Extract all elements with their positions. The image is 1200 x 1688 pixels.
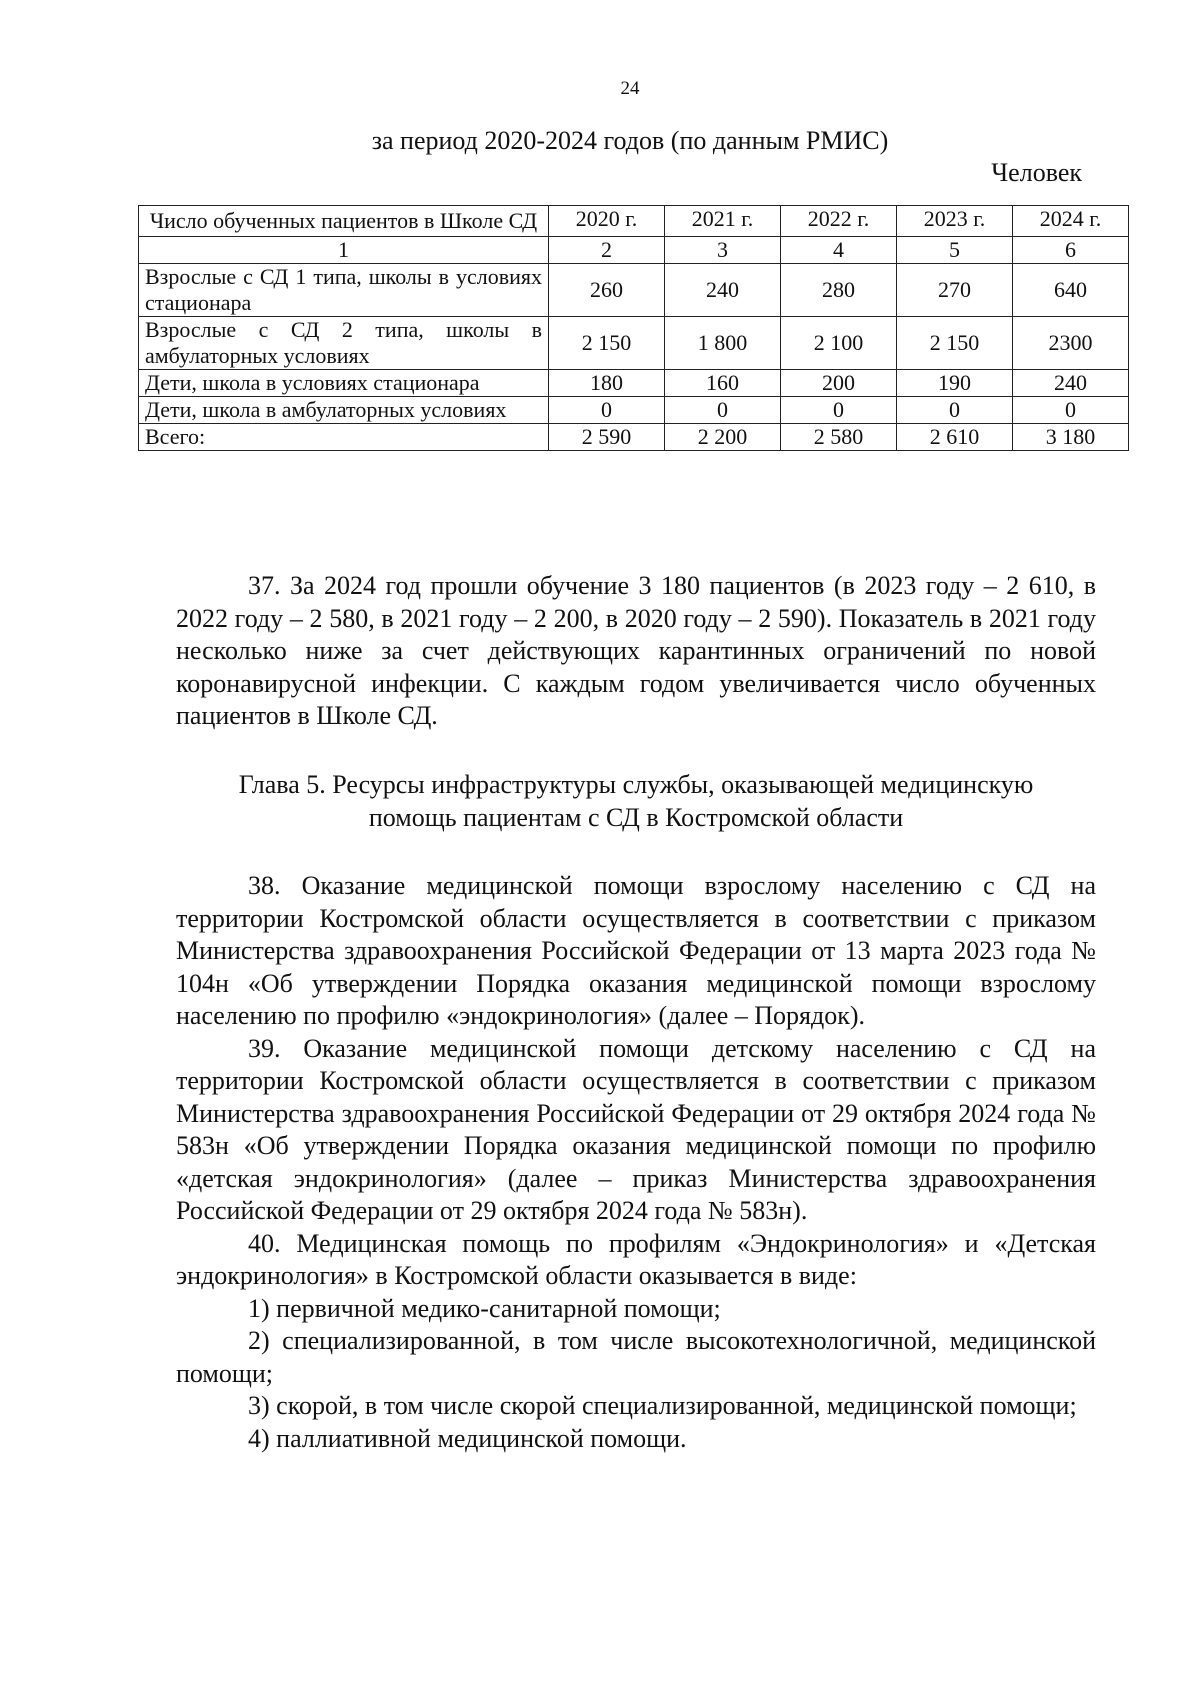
column-number-cell: 5 [897,237,1013,264]
table-header-row [139,206,1129,237]
table-cell: 240 [1013,370,1129,397]
list-item-3: 3) скорой, в том числе скорой специализированной, медицинской помощи; [248,1391,1077,1420]
table-cell: 200 [781,370,897,397]
table-cell: 2 610 [897,424,1013,451]
table-caption: за период 2020-2024 годов (по данным РМИС) [371,126,889,155]
table-cell: 270 [897,264,1013,317]
chapter-title-line-2: помощь пациентам с СД в Костромской области [368,803,904,832]
paragraph-37-block [176,570,1096,733]
table-cell: 0 [1013,397,1129,424]
paragraph-40: 40. Медицинская помощь по профилям «Эндокринология» и «Детская эндокринология» в Костромской области оказывается в виде: [176,1228,1096,1290]
table-cell: 160 [665,370,781,397]
row-label: Взрослые с СД 2 типа, школы в амбулаторных условиях [139,317,549,370]
table-cell: 2 580 [781,424,897,451]
paragraph-38: 38. Оказание медицинской помощи взрослому населению с СД на территории Костромской области осуществляется в соответствии с приказом Министерства здравоохранения Российской Федерации от 13 марта 2023 года № 104н «Об утверждении Порядка оказания медицинской помощи взрослому населению по профилю «эндокринология» (далее – Порядок). [176,871,1096,1030]
table-cell: 2 150 [549,317,665,370]
table-cell: 0 [549,397,665,424]
row-label: Дети, школа в амбулаторных условиях [139,397,549,424]
units-label: Человек [991,158,1082,187]
table-cell: 260 [549,264,665,317]
table-cell: 2 150 [897,317,1013,370]
table-total-row [139,424,1129,451]
table-row [139,264,1129,317]
patients-table [138,205,1129,451]
table-cell: 1 800 [665,317,781,370]
column-number-cell: 4 [781,237,897,264]
chapter-title-line-1: Глава 5. Ресурсы инфраструктуры службы, оказывающей медицинскую [238,770,1034,799]
paragraph-39: 39. Оказание медицинской помощи детскому населению с СД на территории Костромской области осуществляется в соответствии с приказом Министерства здравоохранения Российской Федерации от 29 октября 2024 года № 583н «Об утверждении Порядка оказания медицинской помощи по профилю «детская эндокринология» (далее – приказ Министерства здравоохранения Российской Федерации от 29 октября 2024 года № 583н). [176,1033,1096,1225]
table-cell: 2 100 [781,317,897,370]
column-number-cell: 3 [665,237,781,264]
table-cell: 2300 [1013,317,1129,370]
table-header-cell: 2022 г. [781,206,897,237]
column-number-cell: 6 [1013,237,1129,264]
column-number-cell: 1 [139,237,549,264]
list-item-4: 4) паллиативной медицинской помощи. [248,1423,687,1453]
table-header-cell: Число обученных пациентов в Школе СД [139,206,549,237]
list-item-2: 2) специализированной, в том числе высокотехнологичной, медицинской помощи; [176,1326,1096,1388]
table-cell: 180 [549,370,665,397]
table-row [139,370,1129,397]
table-cell: 2 590 [549,424,665,451]
table-cell: 190 [897,370,1013,397]
table-cell: 0 [897,397,1013,424]
table-cell: 3 180 [1013,424,1129,451]
chapter-title [176,768,1096,834]
table-cell: 0 [665,397,781,424]
row-label: Взрослые с СД 1 типа, школы в условиях стационара [139,264,549,317]
list-item-1: 1) первичной медико-санитарной помощи; [248,1293,721,1323]
table-header-cell: 2020 г. [549,206,665,237]
page-number: 24 [620,78,640,99]
table-cell: 0 [781,397,897,424]
table-column-number-row [139,237,1129,264]
paragraph-37: 37. За 2024 год прошли обучение 3 180 пациентов (в 2023 году – 2 610, в 2022 году – 2 580, в 2021 году – 2 200, в 2020 году – 2 590). Показатель в 2021 году несколько ниже за счет действующих карантинных ограничений по новой коронавирусной инфекции. С каждым годом увеличивается число обученных пациентов в Школе СД. [176,571,1096,730]
row-label: Всего: [139,424,549,451]
main-text-block [176,870,1096,1455]
table-header-cell: 2024 г. [1013,206,1129,237]
table-cell: 2 200 [665,424,781,451]
table-header-cell: 2023 г. [897,206,1013,237]
table-cell: 280 [781,264,897,317]
table-cell: 640 [1013,264,1129,317]
column-number-cell: 2 [549,237,665,264]
table-header-cell: 2021 г. [665,206,781,237]
table-row [139,397,1129,424]
table-cell: 240 [665,264,781,317]
row-label: Дети, школа в условиях стационара [139,370,549,397]
table-row [139,317,1129,370]
